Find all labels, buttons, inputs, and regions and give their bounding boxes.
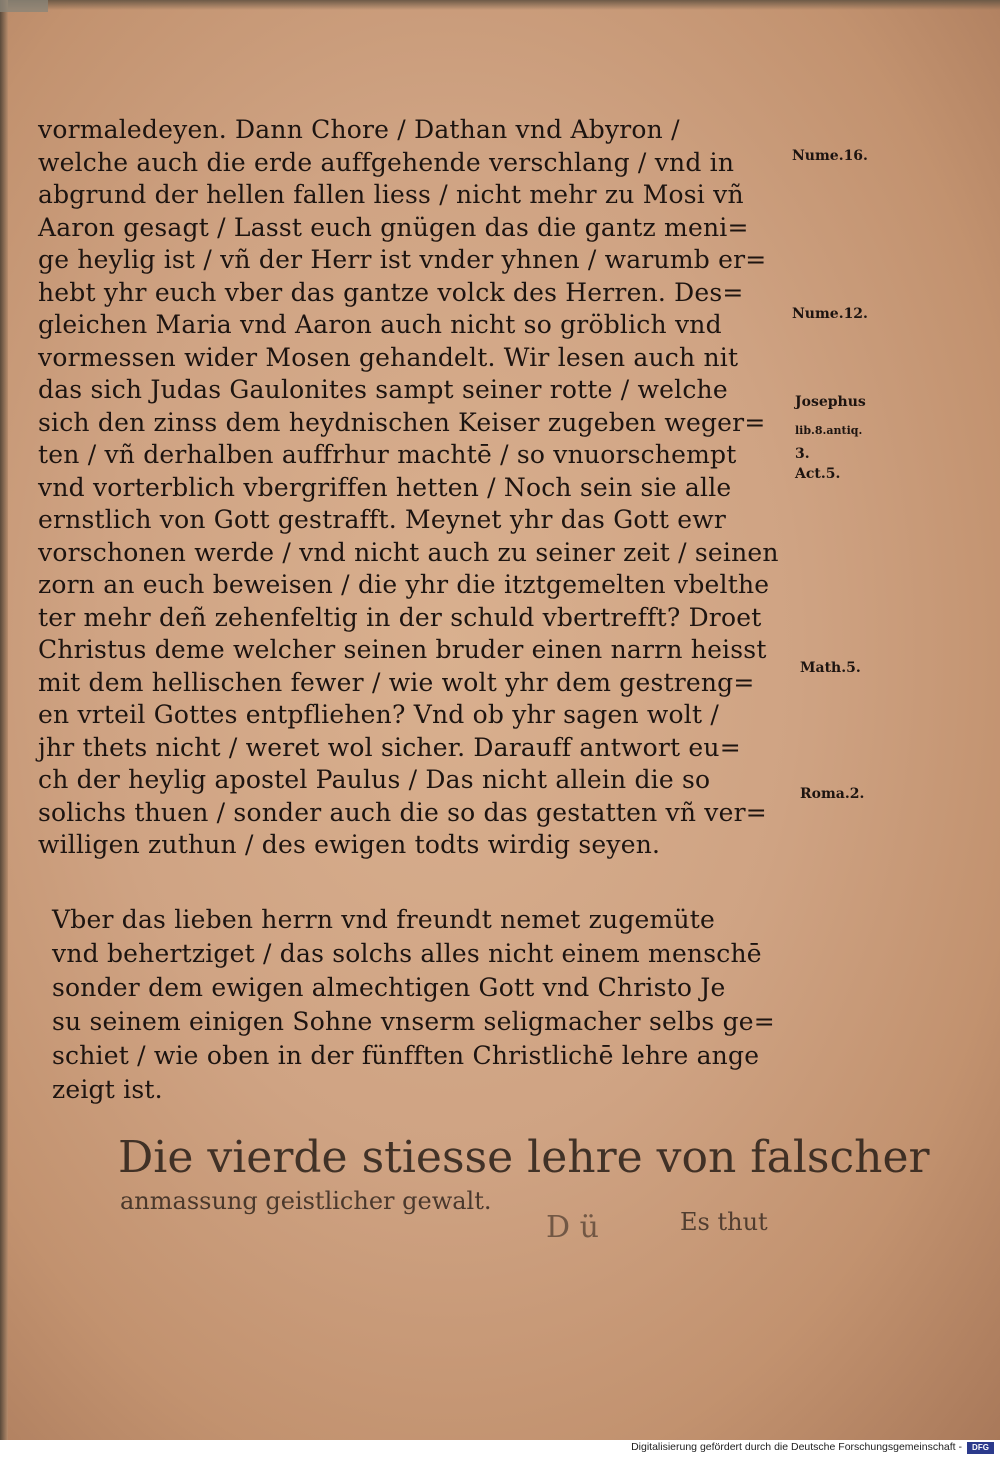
text-line: su seinem einigen Sohne vnserm seligmacher selbs ge=: [52, 1007, 775, 1036]
text-line: vormessen wider Mosen gehandelt. Wir lesen auch nit: [38, 342, 739, 372]
footer-bar: [0, 1440, 1000, 1457]
text-line: das sich Judas Gaulonites sampt seiner rotte / welche: [38, 375, 728, 404]
text-line: jhr thets nicht / weret wol sicher. Darauff antwort eu=: [38, 732, 741, 762]
text-line: vormaledeyen. Dann Chore / Dathan vnd Abyron /: [38, 115, 680, 144]
text-line: solichs thuen / sonder auch die so das gestatten vñ ver=: [38, 797, 767, 827]
dfg-logo: DFG: [967, 1442, 994, 1454]
text-line: en vrteil Gottes entpfliehen? Vnd ob yhr sagen wolt /: [38, 700, 719, 729]
text-line: vorschonen werde / vnd nicht auch zu seiner zeit / seinen: [38, 537, 779, 567]
text-line: ten / vñ derhalben auffrhur machtē / so vnuorschempt: [38, 440, 737, 469]
funding-note: Digitalisierung gefördert durch die Deutsche Forschungsgemeinschaft -: [631, 1441, 962, 1453]
page-top-edge: [0, 0, 1000, 10]
text-line: gleichen Maria vnd Aaron auch nicht so gröblich vnd: [38, 310, 722, 339]
margin-note: Roma.2.: [800, 786, 865, 802]
text-line: hebt yhr euch vber das gantze volck des Herren. Des=: [38, 277, 744, 307]
text-line: welche auch die erde auffgehende verschlang / vnd in: [38, 147, 735, 177]
text-line: willigen zuthun / des ewigen todts wirdig seyen.: [38, 830, 661, 859]
text-line: schiet / wie oben in der fünfften Christlichē lehre ange: [52, 1041, 760, 1070]
catchword-initial: D ü: [546, 1210, 599, 1245]
text-line: mit dem hellischen fewer / wie wolt yhr dem gestreng=: [38, 667, 755, 697]
text-line: sich den zinss dem heydnischen Keiser zugeben weger=: [38, 407, 766, 437]
text-line: Christus deme welcher seinen bruder einen narrn heisst: [38, 635, 767, 664]
text-line: ge heylig ist / vñ der Herr ist vnder yhnen / warumb er=: [38, 245, 767, 274]
margin-note: Math.5.: [800, 660, 861, 676]
catchword: Es thut: [680, 1208, 768, 1236]
text-line: Aaron gesagt / Lasst euch gnügen das die gantz meni=: [38, 212, 749, 242]
section-heading: Die vierde stiesse lehre von falscher: [118, 1132, 930, 1183]
margin-note: lib.8.antiq.: [795, 424, 863, 437]
text-line: vnd vorterblich vbergriffen hetten / Noch sein sie alle: [38, 472, 732, 502]
margin-note: Nume.16.: [792, 148, 868, 164]
text-line: zorn an euch beweisen / die yhr die itztgemelten vbelthe: [38, 570, 770, 599]
text-line: ernstlich von Gott gestrafft. Meynet yhr das Gott ewr: [38, 505, 727, 534]
text-line: ter mehr deñ zehenfeltig in der schuld vbertrefft? Droet: [38, 602, 762, 632]
text-line: abgrund der hellen fallen liess / nicht mehr zu Mosi vñ: [38, 180, 744, 209]
text-line: Vber das lieben herrn vnd freundt nemet zugemüte: [52, 905, 715, 934]
corner-tab: [0, 0, 48, 12]
text-line: sonder dem ewigen almechtigen Gott vnd Christo Je: [52, 973, 726, 1002]
text-line: ch der heylig apostel Paulus / Das nicht allein die so: [38, 765, 711, 794]
text-line: vnd behertziget / das solchs alles nicht einem menschē: [52, 939, 762, 968]
text-line: zeigt ist.: [52, 1075, 163, 1104]
page-left-edge: [0, 0, 8, 1440]
margin-note: 3.: [795, 446, 810, 462]
margin-note: Act.5.: [795, 466, 841, 482]
section-subheading: anmassung geistlicher gewalt.: [120, 1187, 492, 1215]
margin-note: Josephus: [795, 394, 866, 410]
margin-note: Nume.12.: [792, 306, 868, 322]
